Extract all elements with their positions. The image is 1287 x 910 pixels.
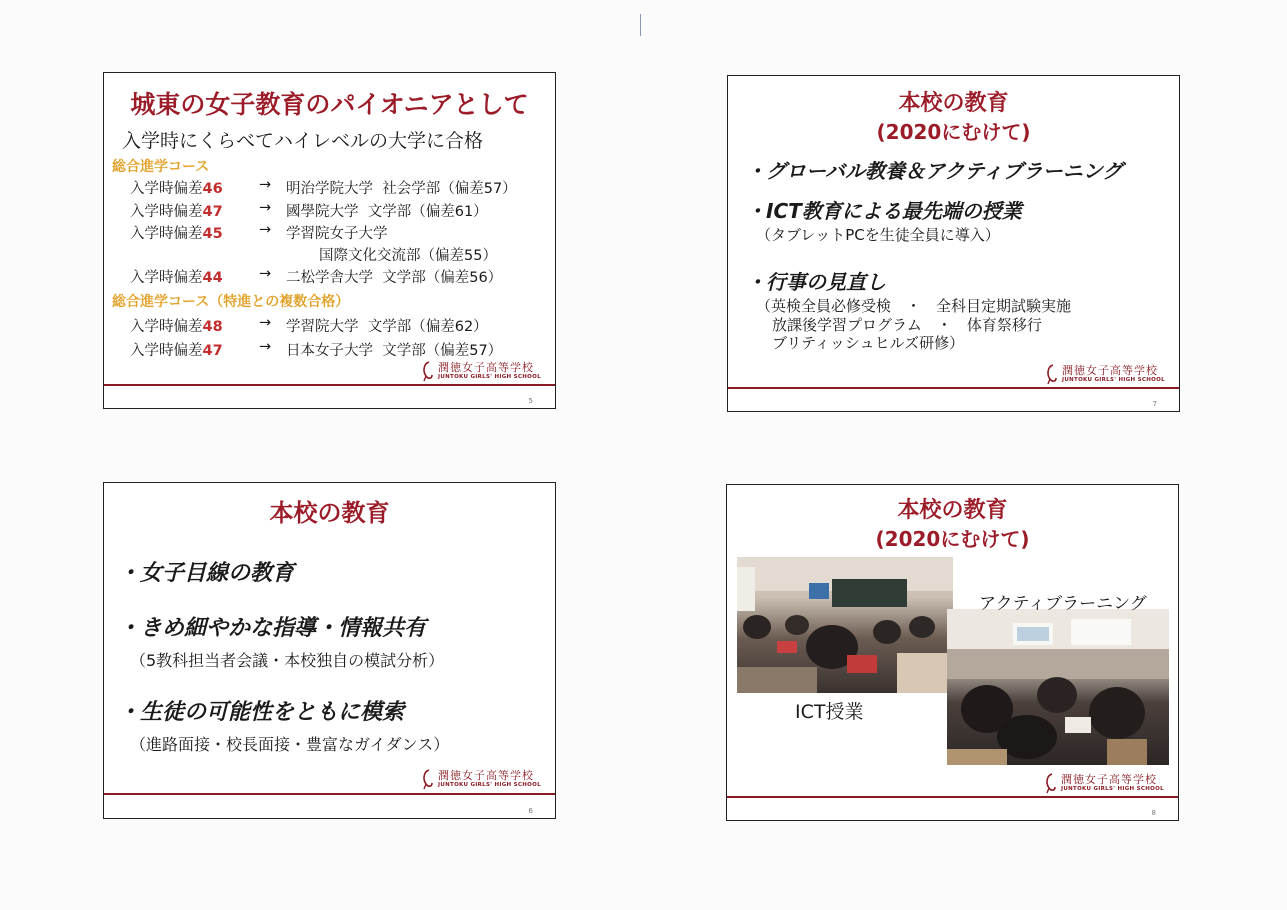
ict-class-photo xyxy=(737,557,953,693)
slide-2 xyxy=(727,75,1180,412)
events-detail-2: 放課後学習プログラム ・ 体育祭移行 xyxy=(772,316,1042,334)
slide-2-title-year: (2020にむけて) xyxy=(876,120,1031,144)
bullet-girls-perspective: ・女子目線の教育 xyxy=(118,561,295,586)
arrow: → xyxy=(259,266,272,282)
course-label-1: 総合進学コース xyxy=(112,159,210,175)
arrow: → xyxy=(259,339,272,355)
logo-en: JUNTOKU GIRLS' HIGH SCHOOL xyxy=(438,373,541,380)
course-label-2: 総合進学コース（特進との複数合格） xyxy=(112,294,350,310)
school-logo-icon xyxy=(1044,363,1058,385)
slide-1-subtitle: 入学時にくらべてハイレベルの大学に合格 xyxy=(122,130,484,152)
department: 国際文化交流部（偏差55） xyxy=(319,248,497,264)
result-row: 入学時偏差45 xyxy=(130,226,223,242)
school-logo xyxy=(420,768,541,790)
logo-jp: 潤徳女子高等学校 xyxy=(438,360,534,374)
ict-detail: （タブレットPCを生徒全員に導入） xyxy=(756,226,1000,244)
guidance-detail: （5教科担当者会議・本校独自の模試分析） xyxy=(130,651,445,670)
bullet-events: ・行事の見直し xyxy=(746,270,886,294)
slide-2-title: 本校の教育 xyxy=(898,91,1009,116)
slide-4-title: 本校の教育 xyxy=(897,498,1008,523)
footer-line xyxy=(727,796,1178,798)
school-logo-icon xyxy=(420,768,434,790)
school-logo xyxy=(1044,363,1165,385)
university: 日本女子大学 文学部（偏差57） xyxy=(286,343,503,359)
slide-3 xyxy=(103,482,556,819)
logo-jp: 潤徳女子高等学校 xyxy=(1062,363,1158,377)
events-detail-3: ブリティッシュヒルズ研修） xyxy=(772,334,965,352)
bullet-guidance: ・きめ細やかな指導・情報共有 xyxy=(118,616,427,641)
logo-jp: 潤徳女子高等学校 xyxy=(438,768,534,782)
school-logo-icon xyxy=(1043,772,1057,794)
logo-jp: 潤徳女子高等学校 xyxy=(1061,772,1157,786)
footer-line xyxy=(104,793,555,795)
logo-en: JUNTOKU GIRLS' HIGH SCHOOL xyxy=(1061,785,1164,792)
slide-4-title-year: (2020にむけて) xyxy=(875,527,1030,551)
bullet-global: ・グローバル教養＆アクティブラーニング xyxy=(746,159,1123,183)
university: 國學院大学 文学部（偏差61） xyxy=(286,204,488,220)
result-row: 入学時偏差48 xyxy=(130,319,223,335)
school-logo xyxy=(420,360,541,382)
university: 学習院女子大学 xyxy=(286,226,388,242)
university: 二松学舎大学 文学部（偏差56） xyxy=(286,270,503,286)
bullet-ict: ・ICT教育による最先端の授業 xyxy=(746,199,1022,223)
arrow: → xyxy=(259,222,272,238)
slide-3-title: 本校の教育 xyxy=(269,499,390,527)
bullet-possibility: ・生徒の可能性をともに模索 xyxy=(118,700,405,725)
active-learning-photo xyxy=(947,609,1169,765)
school-logo xyxy=(1043,772,1164,794)
page-number: 5 xyxy=(528,397,533,405)
result-row: 入学時偏差47 xyxy=(130,204,223,220)
university: 学習院大学 文学部（偏差62） xyxy=(286,319,488,335)
result-row: 入学時偏差46 xyxy=(130,181,223,197)
active-learning-label: アクティブラーニング xyxy=(979,594,1147,614)
events-detail-1: （英検全員必修受検 ・ 全科目定期試験実施 xyxy=(756,297,1072,315)
slide-1-title: 城東の女子教育のパイオニアとして xyxy=(130,90,529,119)
slide-1 xyxy=(103,72,556,409)
footer-line xyxy=(104,384,555,386)
arrow: → xyxy=(259,177,272,193)
possibility-detail: （進路面接・校長面接・豊富なガイダンス） xyxy=(130,735,450,754)
logo-en: JUNTOKU GIRLS' HIGH SCHOOL xyxy=(438,781,541,788)
arrow: → xyxy=(259,315,272,331)
school-logo-icon xyxy=(420,360,434,382)
page-number: 7 xyxy=(1152,400,1157,408)
page-number: 6 xyxy=(528,807,533,815)
result-row: 入学時偏差47 xyxy=(130,343,223,359)
page-number: 8 xyxy=(1151,809,1156,817)
scan-mark xyxy=(640,14,641,36)
logo-en: JUNTOKU GIRLS' HIGH SCHOOL xyxy=(1062,376,1165,383)
footer-line xyxy=(728,387,1179,389)
slide-4 xyxy=(726,484,1179,821)
university: 明治学院大学 社会学部（偏差57） xyxy=(286,181,517,197)
ict-class-label: ICT授業 xyxy=(795,701,864,723)
result-row: 入学時偏差44 xyxy=(130,270,223,286)
arrow: → xyxy=(259,200,272,216)
